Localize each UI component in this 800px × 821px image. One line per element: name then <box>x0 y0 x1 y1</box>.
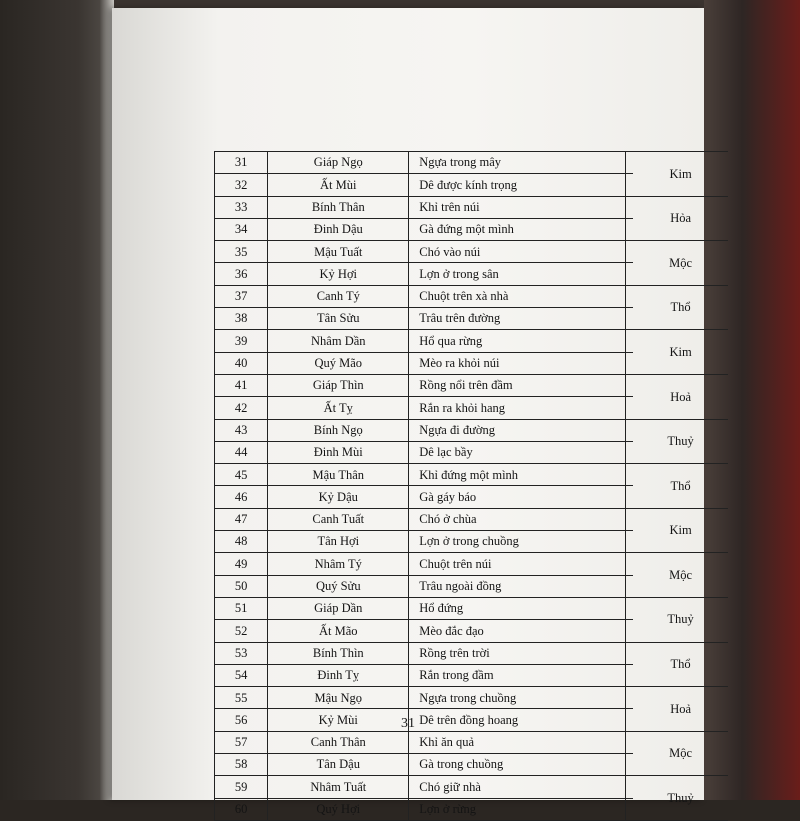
row-number: 32 <box>215 174 268 196</box>
element-cell: Thổ <box>633 642 728 687</box>
table-row <box>215 508 729 530</box>
page-number: 31 <box>401 716 415 731</box>
can-chi-name: Giáp Thìn <box>268 374 409 396</box>
column-gap <box>626 285 634 307</box>
can-chi-name: Nhâm Dần <box>268 330 409 352</box>
column-gap <box>626 419 634 441</box>
table-row <box>215 597 729 619</box>
element-cell: Kim <box>633 508 728 553</box>
can-chi-name: Mậu Ngọ <box>268 687 409 709</box>
can-chi-name: Canh Thân <box>268 731 409 753</box>
can-chi-name: Canh Tuất <box>268 508 409 530</box>
row-number: 52 <box>215 620 268 642</box>
element-cell: Kim <box>633 330 728 375</box>
animal-description: Khỉ ăn quả <box>409 731 626 753</box>
animal-description: Dê trên đồng hoang <box>409 709 626 731</box>
column-gap <box>626 597 634 619</box>
row-number: 45 <box>215 464 268 486</box>
animal-description: Trâu ngoài đồng <box>409 575 626 597</box>
column-gap <box>626 553 634 575</box>
row-number: 39 <box>215 330 268 352</box>
can-chi-name: Đinh Dậu <box>268 218 409 240</box>
row-number: 49 <box>215 553 268 575</box>
row-number: 37 <box>215 285 268 307</box>
row-number: 60 <box>215 798 268 820</box>
row-number: 44 <box>215 441 268 463</box>
can-chi-name: Quý Sửu <box>268 575 409 597</box>
animal-description: Ngựa đi đường <box>409 419 626 441</box>
column-gap <box>626 308 634 330</box>
element-cell: Mộc <box>633 553 728 598</box>
row-number: 31 <box>215 152 268 174</box>
element-cell: Mộc <box>633 241 728 286</box>
table-row <box>215 464 729 486</box>
column-gap <box>626 531 634 553</box>
row-number: 38 <box>215 308 268 330</box>
animal-description: Rắn ra khỏi hang <box>409 397 626 419</box>
row-number: 33 <box>215 196 268 218</box>
row-number: 34 <box>215 218 268 240</box>
element-cell: Kim <box>633 152 728 197</box>
row-number: 53 <box>215 642 268 664</box>
row-number: 54 <box>215 664 268 686</box>
animal-description: Gà trong chuồng <box>409 754 626 776</box>
row-number: 58 <box>215 754 268 776</box>
column-gap <box>626 776 634 798</box>
table-row <box>215 731 729 753</box>
can-chi-name: Kỷ Hợi <box>268 263 409 285</box>
table-row <box>215 687 729 709</box>
animal-description: Rắn trong đầm <box>409 664 626 686</box>
can-chi-name: Kỷ Mùi <box>268 709 409 731</box>
column-gap <box>626 731 634 753</box>
animal-description: Rồng nổi trên đầm <box>409 374 626 396</box>
row-number: 40 <box>215 352 268 374</box>
column-gap <box>626 330 634 352</box>
column-gap <box>626 687 634 709</box>
column-gap <box>626 263 634 285</box>
can-chi-name: Bính Thìn <box>268 642 409 664</box>
column-gap <box>626 218 634 240</box>
animal-description: Hổ qua rừng <box>409 330 626 352</box>
animal-description: Khỉ trên núi <box>409 196 626 218</box>
column-gap <box>626 642 634 664</box>
column-gap <box>626 508 634 530</box>
can-chi-name: Ất Mùi <box>268 174 409 196</box>
animal-description: Khỉ đứng một mình <box>409 464 626 486</box>
can-chi-name: Tân Dậu <box>268 754 409 776</box>
animal-description: Hổ đứng <box>409 597 626 619</box>
column-gap <box>626 174 634 196</box>
animal-description: Mèo đắc đạo <box>409 620 626 642</box>
animal-description: Dê lạc bầy <box>409 441 626 463</box>
element-cell: Thuỷ <box>633 597 728 642</box>
can-chi-name: Tân Hợi <box>268 531 409 553</box>
element-cell: Hoả <box>633 374 728 419</box>
element-cell: Thuỷ <box>633 776 728 821</box>
table-row <box>215 419 729 441</box>
column-gap <box>626 464 634 486</box>
table-row <box>215 196 729 218</box>
animal-description: Rồng trên trời <box>409 642 626 664</box>
table-row <box>215 776 729 798</box>
row-number: 43 <box>215 419 268 441</box>
table-row <box>215 553 729 575</box>
column-gap <box>626 152 634 174</box>
row-number: 41 <box>215 374 268 396</box>
table-row <box>215 152 729 174</box>
row-number: 56 <box>215 709 268 731</box>
element-cell: Hoả <box>633 687 728 732</box>
animal-description: Lợn ở trong sân <box>409 263 626 285</box>
element-cell: Thuỷ <box>633 419 728 464</box>
animal-description: Chuột trên núi <box>409 553 626 575</box>
can-chi-name: Mậu Tuất <box>268 241 409 263</box>
animal-description: Chó giữ nhà <box>409 776 626 798</box>
row-number: 35 <box>215 241 268 263</box>
can-chi-name: Ất Tỵ <box>268 397 409 419</box>
column-gap <box>626 441 634 463</box>
column-gap <box>626 241 634 263</box>
element-cell: Thổ <box>633 464 728 509</box>
animal-description: Gà đứng một mình <box>409 218 626 240</box>
animal-description: Ngựa trong chuồng <box>409 687 626 709</box>
element-cell: Mộc <box>633 731 728 776</box>
can-chi-name: Đinh Mùi <box>268 441 409 463</box>
element-cell: Thổ <box>633 285 728 330</box>
table-row <box>215 330 729 352</box>
can-chi-name: Mậu Thân <box>268 464 409 486</box>
column-gap <box>626 374 634 396</box>
column-gap <box>626 352 634 374</box>
animal-description: Gà gáy báo <box>409 486 626 508</box>
row-number: 42 <box>215 397 268 419</box>
column-gap <box>626 664 634 686</box>
row-number: 47 <box>215 508 268 530</box>
animal-description: Lợn ở trong chuồng <box>409 531 626 553</box>
table-row <box>215 285 729 307</box>
can-chi-name: Kỷ Dậu <box>268 486 409 508</box>
row-number: 59 <box>215 776 268 798</box>
animal-description: Dê được kính trọng <box>409 174 626 196</box>
book-page <box>112 8 704 816</box>
animal-description: Mèo ra khỏi núi <box>409 352 626 374</box>
can-chi-name: Nhâm Tuất <box>268 776 409 798</box>
table-row <box>215 374 729 396</box>
column-gap <box>626 754 634 776</box>
row-number: 36 <box>215 263 268 285</box>
can-chi-name: Bính Ngọ <box>268 419 409 441</box>
can-chi-name: Tân Sửu <box>268 308 409 330</box>
can-chi-name: Quý Mão <box>268 352 409 374</box>
can-chi-name: Ất Mão <box>268 620 409 642</box>
animal-description: Trâu trên đường <box>409 308 626 330</box>
table-row <box>215 642 729 664</box>
can-chi-name: Nhâm Tý <box>268 553 409 575</box>
row-number: 48 <box>215 531 268 553</box>
animal-description: Chuột trên xà nhà <box>409 285 626 307</box>
row-number: 46 <box>215 486 268 508</box>
column-gap <box>626 397 634 419</box>
animal-description: Ngựa trong mây <box>409 152 626 174</box>
row-number: 57 <box>215 731 268 753</box>
column-gap <box>626 196 634 218</box>
can-chi-name: Bính Thân <box>268 196 409 218</box>
background-left <box>0 0 112 800</box>
can-chi-name: Giáp Ngọ <box>268 152 409 174</box>
animal-description: Chó vào núi <box>409 241 626 263</box>
column-gap <box>626 575 634 597</box>
row-number: 55 <box>215 687 268 709</box>
can-chi-name: Canh Tý <box>268 285 409 307</box>
animal-description: Lợn ở rừng <box>409 798 626 820</box>
row-number: 51 <box>215 597 268 619</box>
animal-description: Chó ở chùa <box>409 508 626 530</box>
column-gap <box>626 620 634 642</box>
row-number: 50 <box>215 575 268 597</box>
table-row <box>215 241 729 263</box>
column-gap <box>626 486 634 508</box>
element-cell: Hỏa <box>633 196 728 241</box>
column-gap <box>626 798 634 820</box>
can-chi-name: Giáp Dần <box>268 597 409 619</box>
can-chi-name: Quý Hợi <box>268 798 409 820</box>
can-chi-name: Đinh Tỵ <box>268 664 409 686</box>
